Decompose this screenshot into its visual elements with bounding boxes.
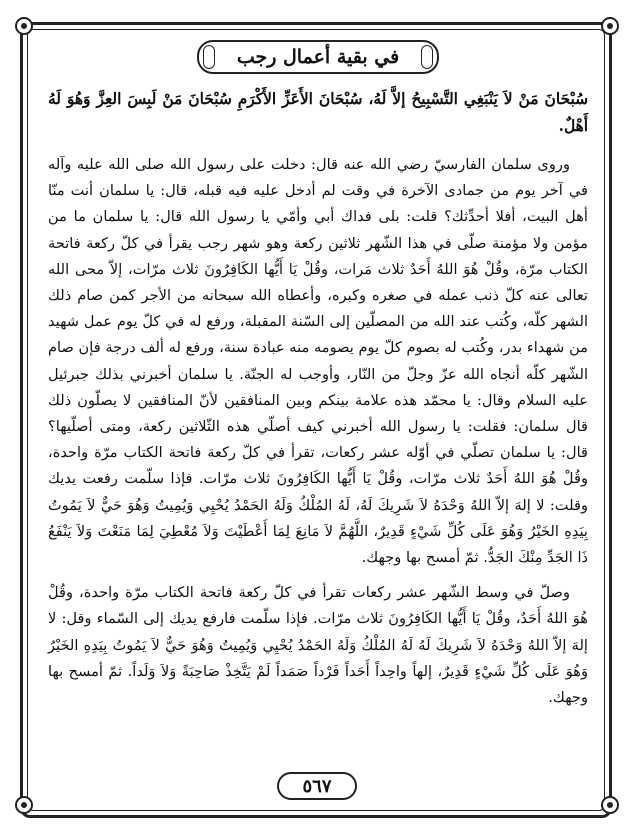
paragraph-intro: سُبْحَانَ مَنْ لاَ يَنْبَغِي التَّسْبِيحُ إلاَّ لَهُ، سُبْحَانَ الأَعَزِّ الأَكْرَمِ سُبْحَانَ مَنْ لَبِسَ العِزَّ وَهُوَ لَهُ أَهْلٌ. [48, 90, 588, 135]
corner-ornament-top-right [601, 17, 619, 35]
page-number-box [277, 772, 357, 800]
paragraph-salman-narration: وروى سلمان الفارسيّ رضي الله عنه قال: دخلت على رسول الله صلى الله عليه وآله في آخر يوم من جمادى الآخرة في وقت لم أدخل عليه فيه قبله، قال: يا سلمان أنت منّا أهل البيت، أفلا أحدِّثك؟ قلت: بلى فداك أبي وأمّي يا رسول الله قال: يا سلمان ما من مؤمن ولا مؤمنة صلّى في هذا الشّهر ثلاثين ركعة وهو شهر رجب يقرأ في كلّ ركعة فاتحة الكتاب مرّة، وقُلْ هُوَ اللهُ أَحَدٌ ثلاث مَرات، وقُلْ يَا أَيُّها الكَافِرُونَ ثلاث مرّات، إلاّ محى الله تعالى عنه كلّ ذنب عمله في صغره وكبره، وأعطاه الله سبحانه من الأجر كمن صام ذلك الشهر كلّه، وكُتب عند الله من المصلّين إلى السّنة المقبلة، ورفع له في كلّ يوم عمل شهيد من شهداء بدر، وكُتب له بصوم كلّ يوم يصومه منه عبادة سنة، ورفع له ألف درجة فإن صام الشّهر كلّه أنجاه الله عزّ وجلّ من النّار، وأوجب له الجنّة. يا سلمان أخبرني بذلك جبرئيل عليه السلام وقال: يا محمّد هذه علامة بينكم وبين المنافقين لأنّ المنافقين لا يصلّون ذلك قال سلمان: فقلت: يا رسول الله أخبرني كيف أصلّي هذه الثّلاثين ركعة، ومتى أصلّيها؟ قال: يا سلمان تصلّي في أوّله عشر ركعات، تقرأ في كلّ ركعة فاتحة الكتاب مرّة واحدة، وقُلْ هُوَ اللهُ أَحَدٌ ثلاث مرّات، وقُلْ يَا أَيُّها الكَافِرُونَ ثلاث مرّات. فإذا سلّمت رفعت يديك وقلت: لا إلهَ إلاّ اللهُ وَحْدَهُ لاَ شَرِيكَ لَهُ، لَهُ المُلْكُ وَلَهُ الحَمْدُ يُحْيِي وَيُمِيتُ وَهُوَ حَيٌّ لاَ يَمُوتُ بِيَدِهِ الخَيْرُ وَهُوَ عَلَى كُلِّ شَيْءٍ قَدِيرٌ، اللَّهُمَّ لاَ مَانِعَ لِمَا أَعْطَيْتَ وَلاَ مُعْطِيَ لِمَا مَنَعْتَ وَلاَ يَنْفَعُ ذَا الجَدِّ مِنْكَ الجَدُّ. ثمّ أمسح بها وجهك. [48, 156, 588, 567]
corner-ornament-bottom-right [601, 796, 619, 814]
page-number: ٥٦٧ [302, 775, 332, 797]
page-body [48, 86, 588, 711]
corner-ornament-bottom-left [15, 796, 33, 814]
paragraph-mid-month-prayer: وصلّ في وسط الشّهر عشر ركعات تقرأ في كلّ ركعة فاتحة الكتاب مرّة واحدة، وقُلْ هُوَ اللهُ أَحَدٌ، وقُلْ يَا أَيُّها الكَافِرُونَ ثلاث مرّات. فإذا سلّمت فارفع يديك إلى السّماء وقل: لا إلهَ إلاّ اللهُ وَحْدَهُ لاَ شَرِيكَ لَهُ لَهُ المُلْكُ وَلَهُ الحَمْدُ يُحْيِي وَيُمِيتُ وَهُوَ حَيٌّ لاَ يَمُوتُ بِيَدِهِ الخَيْرُ وَهُوَ عَلَى كُلِّ شَيْءٍ قَدِيرٌ، إلهاً واحِداً أَحَداً فَرْداً صَمَداً لَمْ يَتَّخِذْ صَاحِبَةً وَلاَ وَلَداً. ثمّ أمسح بها وجهك. [48, 584, 588, 707]
page-title: في بقية أعمال رجب [236, 46, 400, 68]
page-header [197, 40, 439, 74]
corner-ornament-top-left [15, 17, 33, 35]
